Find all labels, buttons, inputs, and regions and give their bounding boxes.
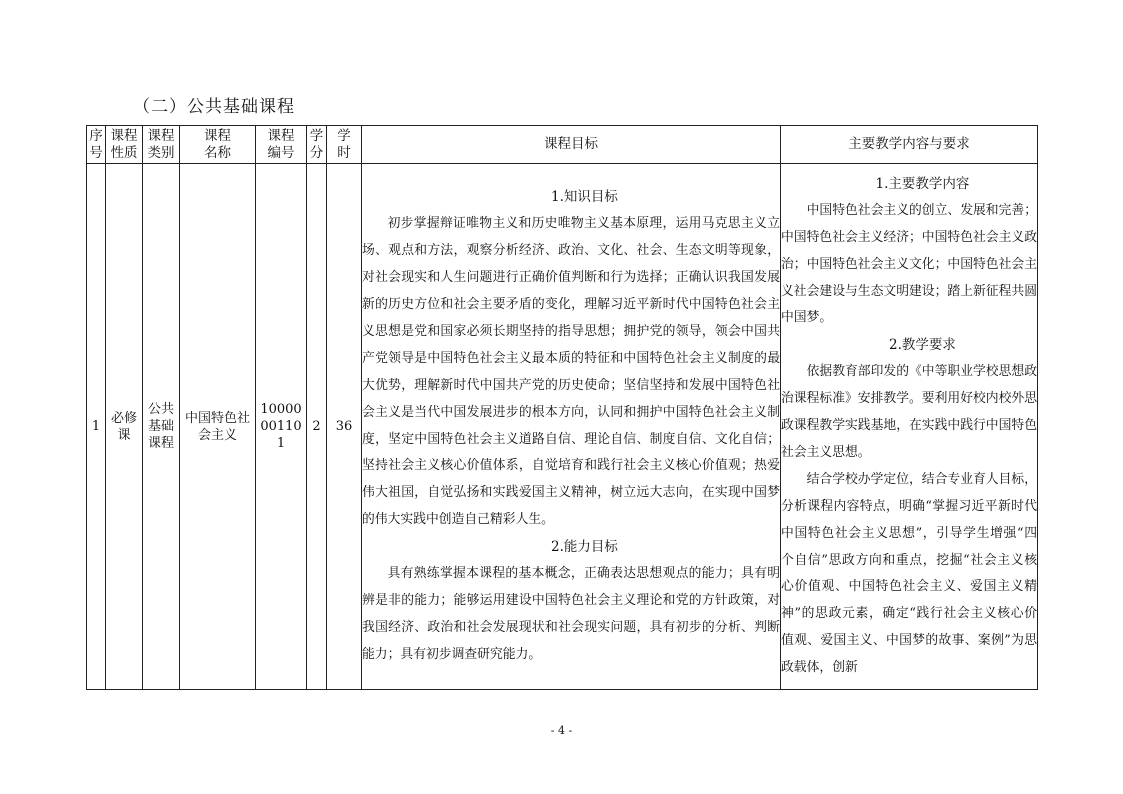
- goals-paragraph: 初步掌握辩证唯物主义和历史唯物主义基本原理，运用马克思主义立场、观点和方法，观察分析经济、政治、文化、社会、生态文明等现象，对社会现实和人生问题进行正确价值判断和行为选择；正确认识我国发展新的历史方位和社会主要矛盾的变化，理解习近平新时代中国特色社会主义思想是党和国家必须长期坚持的指导思想；拥护党的领导，领会中国共产党领导是中国特色社会主义最本质的特征和中国特色社会主义制度的最大优势，理解新时代中国共产党的历史使命；坚信坚持和发展中国特色社会主义是当代中国发展进步的根本方向，认同和拥护中国特色社会主义制度，坚定中国特色社会主义道路自信、理论自信、制度自信、文化自信；坚持社会主义核心价值体系，自觉培育和践行社会主义核心价值观；热爱伟大祖国，自觉弘扬和实践爱国主义精神，树立远大志向，在实现中国梦的伟大实践中创造自己精彩人生。: [362, 216, 780, 528]
- header-seq: 序 号: [87, 126, 106, 164]
- goals-heading: 1.知识目标: [551, 189, 618, 206]
- header-code: 课程 编号: [256, 126, 307, 164]
- header-name: 课程 名称: [180, 126, 256, 164]
- cell-content: [781, 164, 1038, 690]
- header-credit: 学 分: [307, 126, 327, 164]
- section-title: （二）公共基础课程: [133, 97, 295, 117]
- cell-goals: [362, 164, 781, 690]
- goals-paragraph: 具有熟练掌握本课程的基本概念，正确表达思想观点的能力；具有明辨是非的能力；能够运用建设中国特色社会主义理论和党的方针政策，对我国经济、政治和社会发展现状和社会现实问题，具有初步的分析、判断能力；具有初步调查研究能力。: [362, 566, 780, 662]
- content-heading: 2.教学要求: [889, 337, 956, 354]
- header-goals: 课程目标: [362, 126, 781, 164]
- header-category: 课程 类别: [143, 126, 180, 164]
- cell-hours: 36: [327, 164, 362, 690]
- goals-heading: 2.能力目标: [551, 539, 618, 556]
- course-table: [86, 125, 1038, 690]
- cell-seq: 1: [87, 164, 106, 690]
- table-header-row: [87, 126, 1038, 164]
- header-hours: 学 时: [327, 126, 362, 164]
- content-paragraph: 结合学校办学定位，结合专业育人目标，分析课程内容特点，明确“掌握习近平新时代中国特色社会主义思想”，引导学生增强“四个自信”思政方向和重点，挖掘“社会主义核心价值观、中国特色社会主义、爱国主义精神”的思政元素，确定“践行社会主义核心价值观、爱国主义、中国梦的故事、案例”为思政载体，创新: [781, 471, 1037, 676]
- content-heading: 1.主要教学内容: [875, 175, 970, 192]
- content-paragraph: 中国特色社会主义的创立、发展和完善；中国特色社会主义经济；中国特色社会主义政治；中国特色社会主义文化；中国特色社会主义社会建设与生态文明建设；踏上新征程共圆中国梦。: [781, 202, 1037, 326]
- cell-nature: 必修课: [106, 164, 143, 690]
- cell-name: 中国特色社会主义: [180, 164, 256, 690]
- cell-code: 10000001101: [256, 164, 307, 690]
- header-nature: 课程 性质: [106, 126, 143, 164]
- cell-credit: 2: [307, 164, 327, 690]
- table-row: [87, 164, 1038, 690]
- cell-category: 公共基础课程: [143, 164, 180, 690]
- page-number: - 4 -: [550, 724, 573, 737]
- header-content: 主要教学内容与要求: [781, 126, 1038, 164]
- content-paragraph: 依据教育部印发的《中等职业学校思想政治课程标准》安排教学。要利用好校内校外思政课程教学实践基地，在实践中践行中国特色社会主义思想。: [781, 364, 1037, 460]
